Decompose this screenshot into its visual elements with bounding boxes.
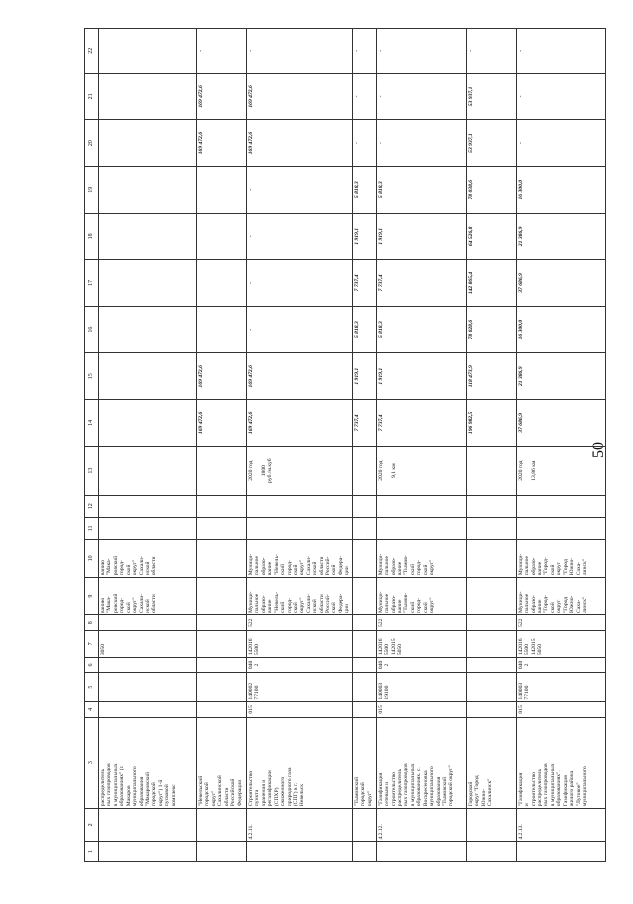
table-cell-c17: 7 737,4 [352, 260, 376, 307]
table-cell-c6 [197, 657, 247, 673]
table-cell-c20: - [352, 120, 376, 167]
table-cell-c3: "Тымовский городской округ" [352, 717, 376, 808]
table-cell-c11 [197, 517, 247, 539]
table-cell-c21: 53 937,1 [466, 73, 516, 120]
table-cell-c17: 142 865,4 [466, 260, 516, 307]
table-cell-c22: - [197, 29, 247, 74]
table-cell-c22: - [352, 29, 376, 74]
table-cell-c8 [197, 615, 247, 631]
table-cell-c22 [99, 29, 197, 74]
table-row [197, 29, 247, 862]
table-cell-c21: - [352, 73, 376, 120]
column-number: 6 [85, 657, 99, 673]
table-cell-c13: 2020 год 1800 руб./м.куб [247, 446, 353, 495]
table-cell-c20: 169 472,6 [247, 120, 353, 167]
page-number: 50 [590, 442, 607, 458]
column-number: 5 [85, 673, 99, 702]
column-number: 13 [85, 446, 99, 495]
table-cell-c4 [352, 702, 376, 718]
table-cell-c19: 5 818,3 [352, 166, 376, 213]
table-cell-c1 [376, 842, 466, 862]
table-cell-c11 [466, 517, 516, 539]
table-cell-c1 [352, 842, 376, 862]
table-cell-c8 [352, 615, 376, 631]
table-cell-c7: 3050 [99, 631, 197, 658]
table-cell-c20: 169 472,6 [197, 120, 247, 167]
table-cell-c17 [99, 260, 197, 307]
table-cell-c10: Муници- пальное образо- вание "Город- ской округ "Город Южно- Саха- линск" [516, 539, 605, 577]
table-cell-c10 [197, 539, 247, 577]
table-cell-c9: Муници- пальное образо- вание "Тымов- ский город- ской округ" [376, 577, 466, 615]
table-cell-c18 [99, 213, 197, 260]
table-cell-c14: 169 472,6 [197, 400, 247, 447]
table-cell-c17: - [247, 260, 353, 307]
column-number: 18 [85, 213, 99, 260]
budget-table [84, 28, 606, 862]
table-cell-c20 [99, 120, 197, 167]
column-number: 21 [85, 73, 99, 120]
table-cell-c16 [99, 306, 197, 353]
table-cell-c20: - [376, 120, 466, 167]
column-number: 8 [85, 615, 99, 631]
table-cell-c1 [247, 842, 353, 862]
table-cell-c16: 78 028,6 [466, 306, 516, 353]
table-cell-c11 [352, 517, 376, 539]
table-cell-c21: - [516, 73, 605, 120]
table-cell-c1 [466, 842, 516, 862]
table-cell-c3: Строительство пункта хранения и регазификации (СПХР) сжиженного природного газа (СПГ) в г. Невельск [247, 717, 353, 808]
table-cell-c5: 140003 19100 [376, 673, 466, 702]
table-cell-c13: 2020 год 9,1 км [376, 446, 466, 495]
table-cell-c5: 140003 77100 [516, 673, 605, 702]
table-cell-c12 [197, 495, 247, 517]
table-cell-c11 [376, 517, 466, 539]
table-cell-c10: Муници- пальное образо- вание "Тымов- ский город- ской округ" [376, 539, 466, 577]
table-cell-c12 [376, 495, 466, 517]
table-cell-c13 [99, 446, 197, 495]
table-cell-c18: 1 919,1 [352, 213, 376, 260]
table-cell-c14 [99, 400, 197, 447]
table-cell-c6 [466, 657, 516, 673]
table-cell-c2 [197, 808, 247, 841]
column-number: 4 [85, 702, 99, 718]
column-number: 11 [85, 517, 99, 539]
table-cell-c17 [197, 260, 247, 307]
column-number: 19 [85, 166, 99, 213]
table-cell-c11 [99, 517, 197, 539]
table-row [466, 29, 516, 862]
table-cell-c9 [352, 577, 376, 615]
table-cell-c2 [466, 808, 516, 841]
table-cell-c5: 140002 77100 [247, 673, 353, 702]
table-cell-c11 [516, 517, 605, 539]
table-cell-c9: ванию "Мака- ровский город- ской округ" Сахали- нской области [99, 577, 197, 615]
table-cell-c16 [197, 306, 247, 353]
table-cell-c4: 015 [247, 702, 353, 718]
table-cell-c9: Муници- пальное образо- вание "Город- ской округ "Город Южно- Саха- линск" [516, 577, 605, 615]
table-cell-c2 [99, 808, 197, 841]
column-number: 9 [85, 577, 99, 615]
table-cell-c6 [352, 657, 376, 673]
table-cell-c8 [99, 615, 197, 631]
table-cell-c6 [99, 657, 197, 673]
column-number: 22 [85, 29, 99, 74]
table-cell-c19: 16 300,0 [516, 166, 605, 213]
table-cell-c22: - [466, 29, 516, 74]
table-cell-c14: 7 737,4 [376, 400, 466, 447]
table-cell-c18: 21 386,9 [516, 213, 605, 260]
table-cell-c13: 2020 год 13,86 км [516, 446, 605, 495]
table-cell-c8 [466, 615, 516, 631]
table-cell-c13 [352, 446, 376, 495]
table-cell-c16: - [247, 306, 353, 353]
table-cell-c9: Муници- пальное образо- вание "Невель- ский город- ской округ" Сахали- нской области Россий- ской Федера- ции [247, 577, 353, 615]
table-cell-c4: 015 [376, 702, 466, 718]
table-cell-c3: "Невельский городской округ" Сахалинской области Российской Федерации [197, 717, 247, 808]
table-cell-c16: 5 818,3 [352, 306, 376, 353]
table-cell-c3: "Газификация и строительство распределитель ных газопроводов в муниципальных образованиях". Газификация жилого района "Луговое" муниципального [516, 717, 605, 808]
table-cell-c2: 4.2.12. [376, 808, 466, 841]
table-cell-c14: 7 737,4 [352, 400, 376, 447]
table-cell-c4: 015 [516, 702, 605, 718]
table-cell-c3: Городской округ "Город Южно- Сахалинск" [466, 717, 516, 808]
table-cell-c21: 169 472,6 [197, 73, 247, 120]
table-cell-c22: - [247, 29, 353, 74]
table-cell-c6: 040 2 [376, 657, 466, 673]
table-cell-c12 [99, 495, 197, 517]
table-cell-c14: 169 472,6 [247, 400, 353, 447]
table-cell-c19 [197, 166, 247, 213]
column-number: 3 [85, 717, 99, 808]
table-cell-c10 [466, 539, 516, 577]
table-cell-c7 [197, 631, 247, 658]
table-cell-c12 [352, 495, 376, 517]
table-cell-c2: 4.2.11. [247, 808, 353, 841]
table-cell-c2 [352, 808, 376, 841]
table-cell-c21 [99, 73, 197, 120]
table-cell-c12 [516, 495, 605, 517]
table-cell-c12 [247, 495, 353, 517]
table-cell-c14: 196 982,5 [466, 400, 516, 447]
table-cell-c4 [99, 702, 197, 718]
table-cell-c19: - [247, 166, 353, 213]
table-cell-c5 [197, 673, 247, 702]
table-cell-c1 [516, 842, 605, 862]
table-cell-c7: 142016 5500 142015 5050 [376, 631, 466, 658]
table-cell-c15: 169 472,6 [247, 353, 353, 400]
table-cell-c18: 1 919,1 [376, 213, 466, 260]
table-cell-c5 [466, 673, 516, 702]
table-cell-c5 [352, 673, 376, 702]
table-cell-c3: "Газификация сетевым и строительство распределитель ных газопроводов в муниципальных образованиях. с. Воскресеновка муниципального образования "Тымовский городской округ" [376, 717, 466, 808]
table-cell-c2: 4.2.13. [516, 808, 605, 841]
rotated-table-frame [84, 28, 587, 862]
table-cell-c13 [197, 446, 247, 495]
table-cell-c6: 040 2 [247, 657, 353, 673]
table-cell-c10 [352, 539, 376, 577]
table-cell-c4 [197, 702, 247, 718]
column-number: 10 [85, 539, 99, 577]
table-cell-c7: 142016 5500 [247, 631, 353, 658]
column-number: 14 [85, 400, 99, 447]
table-cell-c9 [466, 577, 516, 615]
table-row [99, 29, 197, 862]
table-cell-c5 [99, 673, 197, 702]
table-cell-c6: 040 2 [516, 657, 605, 673]
table-row [352, 29, 376, 862]
table-cell-c20: 53 937,1 [466, 120, 516, 167]
table-cell-c10: Муници- пальное образо- вание "Невель- ский город- ской округ" Сахали- нской области Россий- ской Федера- ции [247, 539, 353, 577]
table-cell-c7 [466, 631, 516, 658]
table-cell-c14: 37 686,9 [516, 400, 605, 447]
table-cell-c21: - [376, 73, 466, 120]
column-number: 20 [85, 120, 99, 167]
table-cell-c15: 1 919,1 [376, 353, 466, 400]
table-cell-c15: 21 386,9 [516, 353, 605, 400]
table-cell-c4 [466, 702, 516, 718]
column-number: 1 [85, 842, 99, 862]
table-cell-c7: 142016 5500 142015 5050 [516, 631, 605, 658]
table-row [247, 29, 353, 862]
table-cell-c7 [352, 631, 376, 658]
table-cell-c13 [466, 446, 516, 495]
table-cell-c1 [99, 842, 197, 862]
table-cell-c8: 522 [376, 615, 466, 631]
table-cell-c19: 5 818,3 [376, 166, 466, 213]
column-number: 15 [85, 353, 99, 400]
table-cell-c15: 1 919,1 [352, 353, 376, 400]
table-row [376, 29, 466, 862]
column-number: 17 [85, 260, 99, 307]
table-row [516, 29, 605, 862]
table-cell-c15: 118 473,9 [466, 353, 516, 400]
table-cell-c18: 64 526,8 [466, 213, 516, 260]
table-cell-c11 [247, 517, 353, 539]
table-cell-c15 [99, 353, 197, 400]
column-number: 12 [85, 495, 99, 517]
table-cell-c17: 7 737,4 [376, 260, 466, 307]
table-cell-c18 [197, 213, 247, 260]
table-cell-c3: распределитель ных газопроводов в муниципальных образованиях" (г. Макаров муниципального образования "Макаровский городской округ") 1-й пусковой комплекс [99, 717, 197, 808]
column-number: 2 [85, 808, 99, 841]
table-cell-c1 [197, 842, 247, 862]
column-number: 7 [85, 631, 99, 658]
table-cell-c12 [466, 495, 516, 517]
table-cell-c16: 5 818,3 [376, 306, 466, 353]
table-cell-c8: 522 [247, 615, 353, 631]
table-cell-c22: - [376, 29, 466, 74]
table-cell-c9 [197, 577, 247, 615]
column-number: 16 [85, 306, 99, 353]
table-cell-c8: 522 [516, 615, 605, 631]
table-cell-c22: - [516, 29, 605, 74]
table-cell-c10: ванию "Мака- ровский город- ской округ" Сахали- нской области [99, 539, 197, 577]
table-cell-c17: 37 686,9 [516, 260, 605, 307]
table-cell-c20: - [516, 120, 605, 167]
table-cell-c15: 169 472,6 [197, 353, 247, 400]
column-number-row [85, 29, 99, 862]
table-cell-c21: 169 472,6 [247, 73, 353, 120]
table-cell-c16: 16 300,0 [516, 306, 605, 353]
table-cell-c19 [99, 166, 197, 213]
table-cell-c19: 78 038,6 [466, 166, 516, 213]
table-cell-c18: - [247, 213, 353, 260]
